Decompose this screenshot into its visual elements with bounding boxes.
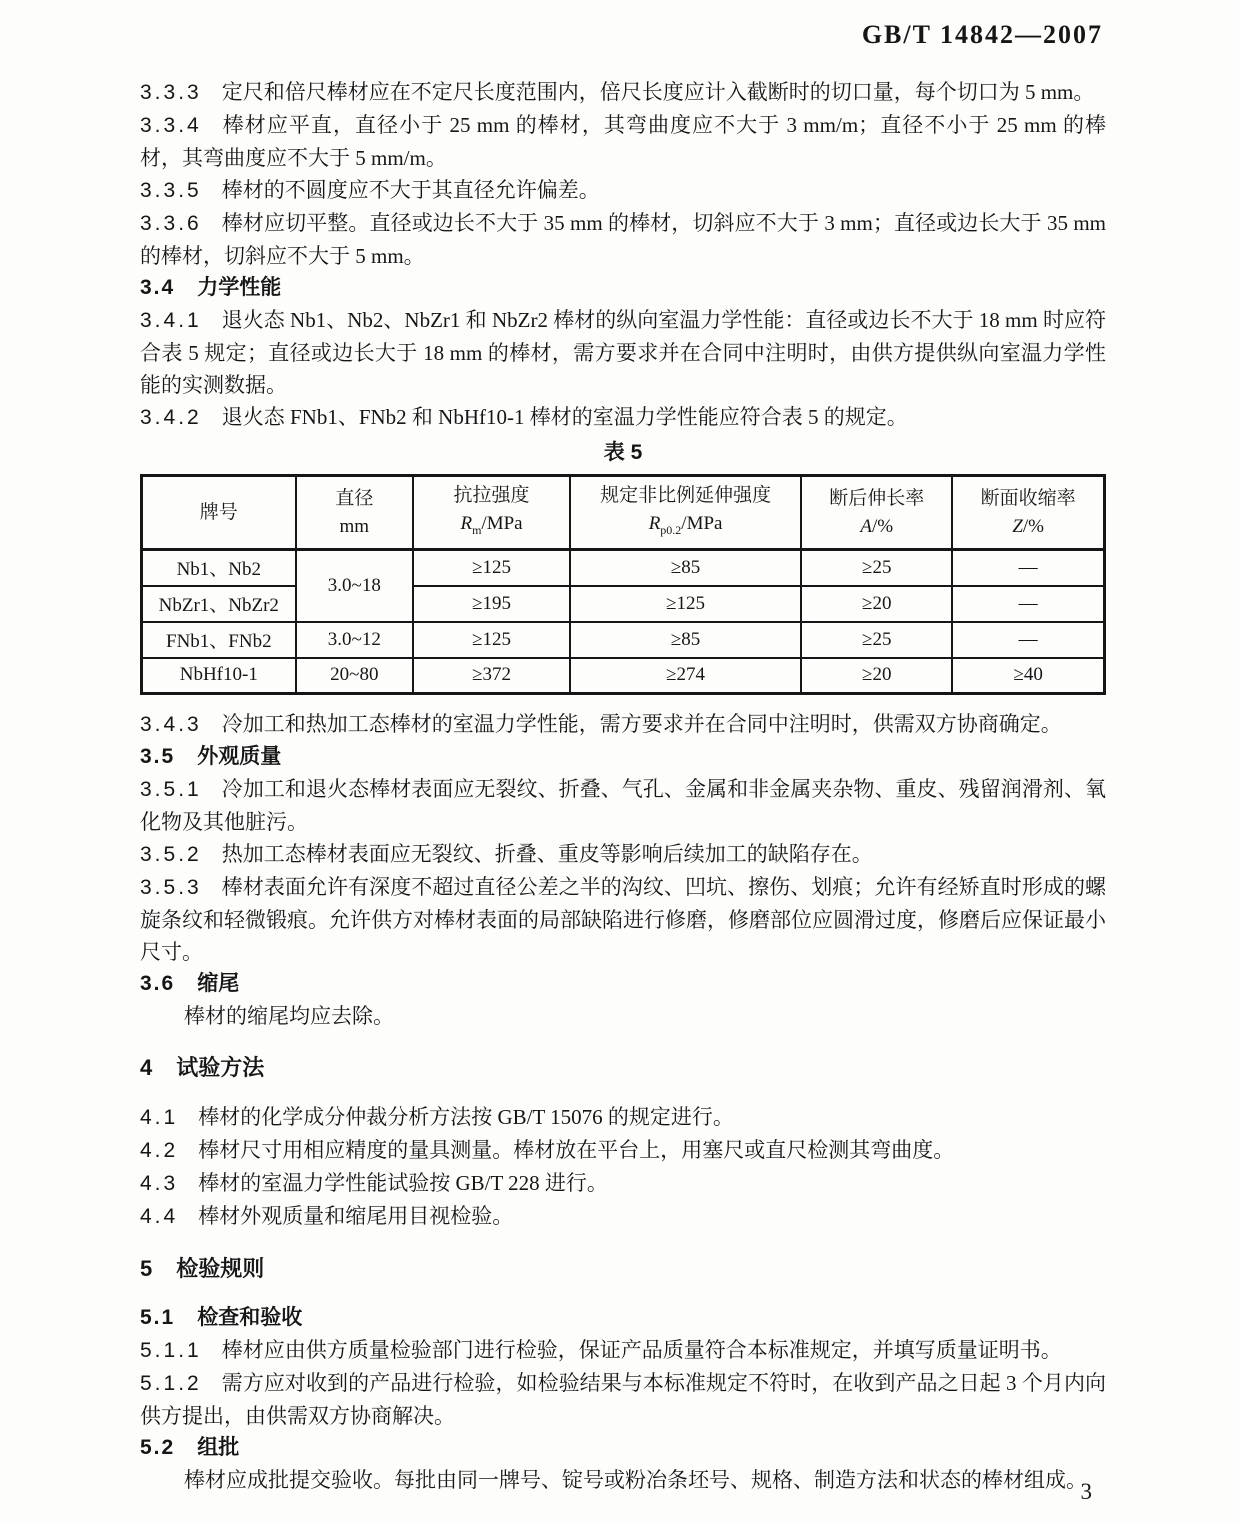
table-row (142, 658, 1105, 694)
table-row (142, 622, 1105, 658)
col-header-diameter (296, 476, 413, 550)
symbol-subscript: p0.2 (660, 522, 682, 537)
symbol-Z: Z (1012, 515, 1023, 537)
cell-grade: FNb1、FNb2 (142, 622, 296, 658)
cell-diameter: 3.0~12 (296, 622, 413, 658)
cell-rm: ≥195 (413, 586, 570, 622)
col-header-text: 牌号 (199, 501, 238, 523)
clause-number: 3.3.5 (140, 179, 202, 202)
cell-a: ≥25 (801, 550, 952, 586)
clause-number: 4.4 (140, 1205, 179, 1228)
symbol-R: R (648, 512, 661, 534)
cell-rp02: ≥85 (570, 622, 801, 658)
document-body (140, 76, 1106, 1496)
table-row (142, 586, 1105, 622)
cell-z: ≥40 (952, 658, 1104, 694)
clause-number: 4.2 (140, 1139, 179, 1162)
table-5 (140, 474, 1106, 695)
clause-text: 热加工态棒材表面应无裂纹、折叠、重皮等影响后续加工的缺陷存在。 (221, 842, 873, 866)
clause-number: 3.5.1 (140, 778, 202, 801)
chapter-number: 5 (140, 1256, 155, 1281)
cell-rp02: ≥125 (570, 586, 801, 622)
clause-number: 3.5.2 (140, 843, 202, 866)
clause-text: 冷加工和热加工态棒材的室温力学性能，需方要求并在合同中注明时，供需双方协商确定。 (221, 712, 1062, 736)
clause-number: 3.3.6 (140, 212, 202, 235)
cell-rp02: ≥274 (570, 658, 801, 694)
paragraph-5-2-body: 棒材应成批提交验收。每批由同一牌号、锭号或粉冶条坯号、规格、制造方法和状态的棒材组成。 (184, 1468, 1087, 1492)
clause-5-1-1 (140, 1334, 1106, 1367)
clause-text: 需方应对收到的产品进行检验，如检验结果与本标准规定不符时，在收到产品之日起 3 个月内向供方提出，由供需双方协商解决。 (140, 1371, 1106, 1428)
chapter-heading-5 (140, 1253, 1106, 1285)
clause-4-2 (140, 1134, 1106, 1167)
clause-5-1-2 (140, 1367, 1106, 1432)
clause-number: 5.1.1 (140, 1339, 202, 1362)
clause-number: 3.4.2 (140, 406, 202, 429)
section-number: 3.4 (140, 276, 176, 299)
col-header-reduction-of-area (952, 476, 1104, 550)
section-number: 5.2 (140, 1436, 176, 1459)
col-header-tensile-strength (413, 476, 570, 550)
section-title: 外观质量 (197, 745, 282, 768)
clause-number: 5.1.2 (140, 1372, 202, 1395)
clause-text: 退火态 Nb1、Nb2、NbZr1 和 NbZr2 棒材的纵向室温力学性能：直径或边长不大于 18 mm 时应符合表 5 规定；直径或边长大于 18 mm 的棒材，需方要求并在合同中注明时，由供方提供纵向室温力学性能的实测数据。 (140, 308, 1106, 397)
page-number: 3 (1080, 1479, 1092, 1504)
clause-number: 4.3 (140, 1172, 179, 1195)
col-header-text: 抗拉强度 (453, 484, 530, 506)
cell-grade: NbHf10-1 (142, 658, 296, 694)
symbol-R: R (460, 512, 473, 534)
clause-number: 3.4.3 (140, 713, 202, 736)
section-number: 5.1 (140, 1306, 176, 1329)
section-heading-3-4 (140, 272, 1106, 304)
clause-text: 棒材的化学成分仲裁分析方法按 GB/T 15076 的规定进行。 (198, 1105, 734, 1129)
chapter-heading-4 (140, 1052, 1106, 1084)
cell-rm: ≥125 (413, 550, 570, 586)
section-title: 检查和验收 (197, 1306, 303, 1329)
col-header-text: 规定非比例延伸强度 (600, 484, 772, 506)
section-heading-3-6 (140, 968, 1106, 1000)
cell-grade: Nb1、Nb2 (142, 550, 296, 586)
col-header-unit: /MPa (481, 512, 523, 534)
clause-3-4-1 (140, 304, 1106, 401)
cell-rm: ≥372 (413, 658, 570, 694)
clause-text: 冷加工和退火态棒材表面应无裂纹、折叠、气孔、金属和非金属夹杂物、重皮、残留润滑剂、氧化物及其他脏污。 (140, 777, 1106, 834)
clause-3-3-3 (140, 76, 1106, 109)
clause-number: 3.3.3 (140, 81, 202, 104)
clause-text: 棒材尺寸用相应精度的量具测量。棒材放在平台上，用塞尺或直尺检测其弯曲度。 (198, 1138, 955, 1162)
cell-rp02: ≥85 (570, 550, 801, 586)
cell-diameter: 20~80 (296, 658, 413, 694)
symbol-subscript: m (472, 522, 482, 537)
chapter-title: 试验方法 (176, 1055, 265, 1080)
cell-diameter-merged: 3.0~18 (296, 550, 413, 622)
clause-4-4 (140, 1200, 1106, 1233)
clause-text: 棒材的室温力学性能试验按 GB/T 228 进行。 (198, 1171, 608, 1195)
section-number: 3.6 (140, 972, 176, 995)
section-heading-3-5 (140, 741, 1106, 773)
cell-grade: NbZr1、NbZr2 (142, 586, 296, 622)
cell-z: — (952, 550, 1104, 586)
clause-3-5-1 (140, 773, 1106, 838)
col-header-unit: /MPa (681, 512, 723, 534)
col-header-grade (142, 476, 296, 550)
col-header-unit: /% (871, 515, 894, 537)
chapter-title: 检验规则 (176, 1256, 265, 1281)
section-title: 力学性能 (197, 276, 282, 299)
symbol-A: A (860, 515, 872, 537)
section-number: 3.5 (140, 745, 176, 768)
paragraph-3-6-body: 棒材的缩尾均应去除。 (184, 1004, 394, 1028)
clause-4-1 (140, 1101, 1106, 1134)
clause-text: 定尺和倍尺棒材应在不定尺长度范围内，倍尺长度应计入截断时的切口量，每个切口为 5 mm。 (221, 80, 1095, 104)
col-header-elongation (801, 476, 952, 550)
cell-z: — (952, 586, 1104, 622)
section-heading-5-1 (140, 1302, 1106, 1334)
clause-text: 棒材外观质量和缩尾用目视检验。 (198, 1204, 514, 1228)
col-header-text: 断后伸长率 (829, 487, 925, 509)
section-heading-5-2 (140, 1432, 1106, 1464)
clause-number: 3.3.4 (140, 114, 202, 137)
cell-a: ≥20 (801, 658, 952, 694)
table-header-row (142, 476, 1105, 550)
cell-z: — (952, 622, 1104, 658)
clause-text: 棒材应由供方质量检验部门进行检验，保证产品质量符合本标准规定，并填写质量证明书。 (221, 1338, 1062, 1362)
clause-3-3-5 (140, 174, 1106, 207)
chapter-number: 4 (140, 1055, 155, 1080)
section-title: 组批 (197, 1436, 240, 1459)
clause-3-5-2 (140, 838, 1106, 871)
clause-text: 棒材应平直，直径小于 25 mm 的棒材，其弯曲度应不大于 3 mm/m；直径不小于 25 mm 的棒材，其弯曲度应不大于 5 mm/m。 (140, 113, 1106, 170)
col-header-text: 断面收缩率 (980, 487, 1076, 509)
clause-number: 4.1 (140, 1106, 179, 1129)
col-header-unit: /% (1022, 515, 1044, 537)
col-header-unit: mm (339, 515, 370, 537)
cell-a: ≥25 (801, 622, 952, 658)
clause-text: 退火态 FNb1、FNb2 和 NbHf10-1 棒材的室温力学性能应符合表 5 的规定。 (221, 405, 908, 429)
clause-3-5-3 (140, 871, 1106, 968)
table-row (142, 550, 1105, 586)
standard-number: GB/T 14842—2007 (861, 20, 1103, 49)
clause-number: 3.4.1 (140, 309, 202, 332)
clause-4-3 (140, 1167, 1106, 1200)
table-5-caption: 表 5 (603, 441, 643, 464)
section-title: 缩尾 (197, 972, 240, 995)
col-header-text: 直径 (335, 487, 374, 509)
clause-3-3-6 (140, 207, 1106, 272)
cell-rm: ≥125 (413, 622, 570, 658)
col-header-proof-strength (570, 476, 801, 550)
cell-a: ≥20 (801, 586, 952, 622)
clause-text: 棒材的不圆度应不大于其直径允许偏差。 (221, 178, 600, 202)
clause-text: 棒材表面允许有深度不超过直径公差之半的沟纹、凹坑、擦伤、划痕；允许有经矫直时形成的螺旋条纹和轻微锻痕。允许供方对棒材表面的局部缺陷进行修磨，修磨部位应圆滑过度，修磨后应保证最小尺寸。 (140, 875, 1106, 964)
clause-3-4-2 (140, 401, 1106, 434)
clause-text: 棒材应切平整。直径或边长不大于 35 mm 的棒材，切斜应不大于 3 mm；直径或边长大于 35 mm 的棒材，切斜应不大于 5 mm。 (140, 211, 1106, 268)
clause-3-4-3 (140, 708, 1106, 741)
clause-number: 3.5.3 (140, 876, 202, 899)
clause-3-3-4 (140, 109, 1106, 174)
